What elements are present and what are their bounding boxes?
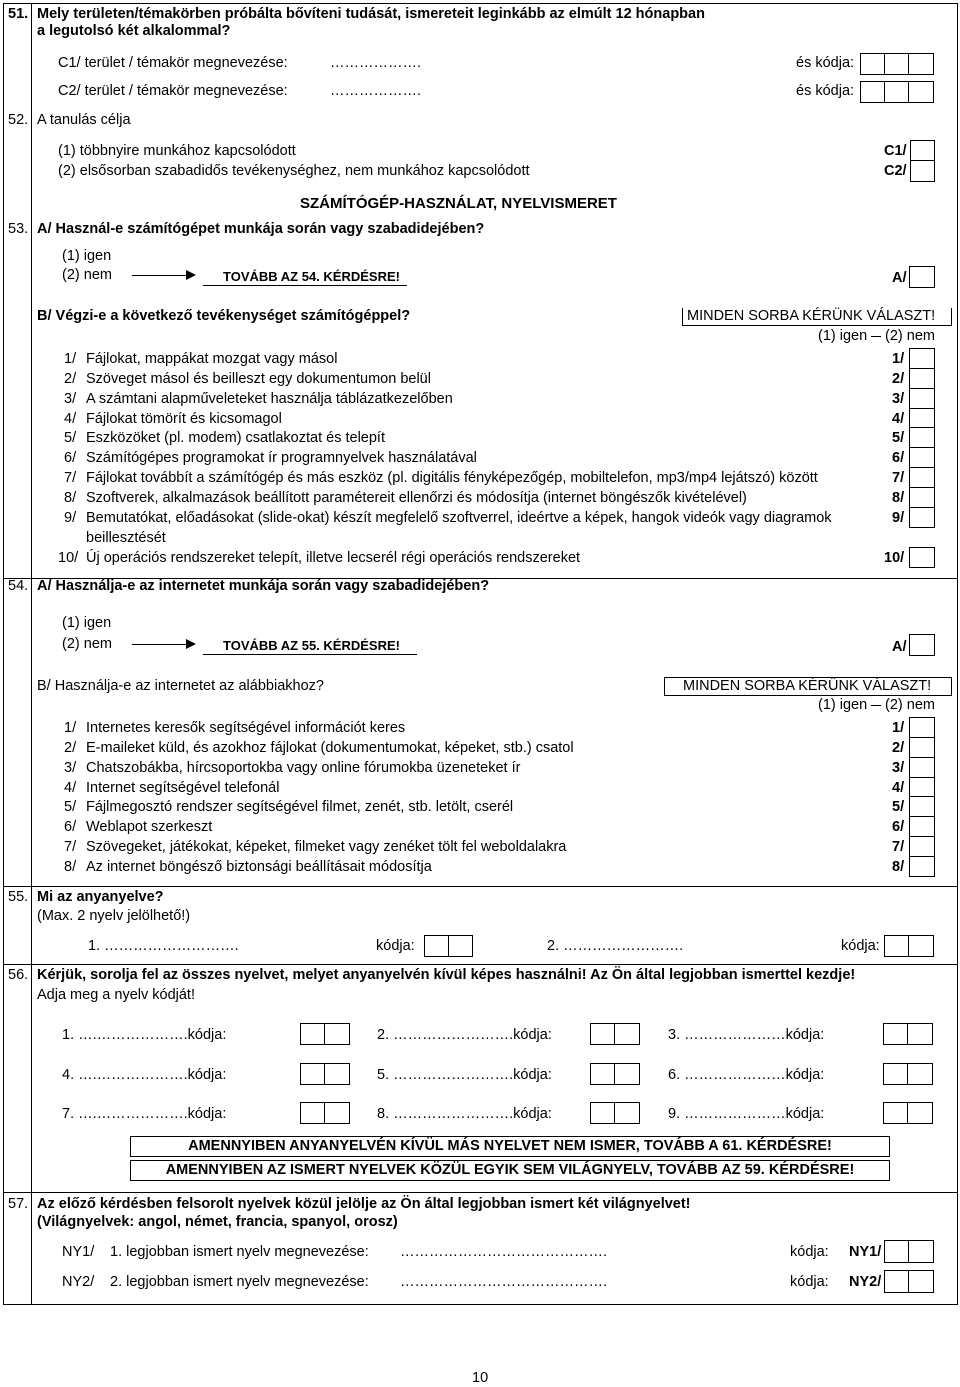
q56-title: Kérjük, sorolja fel az összes nyelvet, melyet anyanyelvén kívül képes használni! Az Ön által legjobban ismerttel kezdje!: [37, 967, 856, 983]
q53-scale-yes: (1) igen: [818, 328, 868, 344]
q53-item-text: Szoftverek, alkalmazások beállított paramétereit ellenőrzi és módosítja (internet böngészők kivételével): [86, 490, 747, 506]
q53-item-number: 6/: [64, 450, 77, 466]
q54-item-number: 2/: [64, 740, 77, 756]
q54-item-number: 4/: [64, 780, 77, 796]
q53-b-title: B/ Végzi-e a következő tevékenységet számítógéppel?: [37, 308, 411, 324]
q51-c2-label: C2/ terület / témakör megnevezése:: [58, 83, 288, 99]
q54-item-code: 2/: [892, 740, 905, 756]
q52-c1-box[interactable]: [910, 140, 935, 162]
q51-c2-dots: ……………….: [330, 83, 422, 99]
q56-language-entry: 3. …………………kódja:: [668, 1027, 825, 1043]
q57-title-line2: (Világnyelvek: angol, német, francia, spanyol, orosz): [37, 1214, 398, 1230]
q53-a-box[interactable]: [909, 266, 935, 288]
q53-a-yes: (1) igen: [62, 248, 112, 264]
q53-item-code: 10/: [884, 550, 905, 566]
q53-item-code: 5/: [892, 430, 905, 446]
q56-code-box[interactable]: [324, 1023, 350, 1045]
q53-item-number: 2/: [64, 371, 77, 387]
q56-code-box[interactable]: [614, 1102, 640, 1124]
q56-code-box[interactable]: [907, 1063, 933, 1085]
q52-c2-code: C2/: [884, 163, 907, 179]
q53-item-text: Fájlokat tömörít és kicsomagol: [86, 411, 282, 427]
q55-code-2-label: kódja:: [841, 938, 880, 954]
q53-item-answer-box[interactable]: [909, 547, 935, 568]
page-number: 10: [472, 1370, 489, 1386]
q54-item-text: Szövegeket, játékokat, képeket, filmeket vagy zenéket tölt fel weboldalakra: [86, 839, 567, 855]
q51-number: 51.: [8, 6, 29, 22]
q53-item-answer-box[interactable]: [909, 388, 935, 409]
q57-row1-code-label: kódja:: [790, 1244, 829, 1260]
q56-language-entry: 8. …………………….kódja:: [377, 1106, 552, 1122]
q53-a-label: A/: [892, 270, 907, 286]
q53-item-code: 7/: [892, 470, 905, 486]
q56-code-box[interactable]: [300, 1023, 325, 1045]
q54-item-code: 8/: [892, 859, 905, 875]
q57-number: 57.: [8, 1196, 29, 1212]
q54-item-text: Az internet böngésző biztonsági beállításait módosítja: [86, 859, 432, 875]
q51-title-line2: a legutolsó két alkalommal?: [37, 23, 231, 39]
divider-56: [3, 964, 958, 965]
q53-item-number: 4/: [64, 411, 77, 427]
q51-c1-code-label: és kódja:: [796, 55, 855, 71]
q54-item-answer-box[interactable]: [909, 737, 935, 758]
q56-code-box[interactable]: [590, 1023, 615, 1045]
q52-number: 52.: [8, 112, 29, 128]
q56-code-box[interactable]: [614, 1063, 640, 1085]
q55-language-2: 2. …………………….: [547, 938, 684, 954]
q54-item-text: Fájlmegosztó rendszer segítségével filmet, zenét, stb. letölt, cserél: [86, 799, 514, 815]
q53-item-answer-box[interactable]: [909, 348, 935, 369]
q53-a-title: A/ Használ-e számítógépet munkája során vagy szabadidejében?: [37, 221, 485, 237]
q54-item-text: Internetes keresők segítségével információt keres: [86, 720, 406, 736]
q57-row1-text: 1. legjobban ismert nyelv megnevezése:: [110, 1244, 369, 1260]
q53-scale-dash: [871, 336, 881, 337]
q53-item-text: A számtani alapműveleteket használja táblázatkezelőben: [86, 391, 453, 407]
q54-item-code: 6/: [892, 819, 905, 835]
q56-number: 56.: [8, 967, 29, 983]
q56-code-box[interactable]: [300, 1063, 325, 1085]
q57-row2-label: NY2/: [62, 1274, 95, 1290]
q53-item-number: 10/: [58, 550, 79, 566]
q54-item-text: Internet segítségével telefonál: [86, 780, 280, 796]
q57-row1-dots: …………………………………….: [400, 1244, 608, 1260]
q53-item-text: Fájlokat továbbít a számítógép és más eszköz (pl. digitális fényképezőgép, mobiltelefon, mp3/mp4 lejátszó) között: [86, 470, 818, 486]
divider-57: [3, 1192, 958, 1193]
q54-item-answer-box[interactable]: [909, 836, 935, 857]
q55-code-1-label: kódja:: [376, 938, 415, 954]
q54-item-number: 3/: [64, 760, 77, 776]
q52-option-1: (1) többnyire munkához kapcsolódott: [58, 143, 296, 159]
q53-item-answer-box[interactable]: [909, 408, 935, 429]
q56-code-box[interactable]: [300, 1102, 325, 1124]
q57-row2-box-1[interactable]: [884, 1270, 909, 1293]
q56-code-box[interactable]: [590, 1102, 615, 1124]
q51-c1-code-box-3[interactable]: [908, 53, 934, 75]
q54-item-answer-box[interactable]: [909, 796, 935, 817]
q51-c1-code-box-2[interactable]: [884, 53, 909, 75]
q53-item-code: 6/: [892, 450, 905, 466]
q53-skip-arrow-icon: [132, 275, 194, 276]
q54-item-text: Weblapot szerkeszt: [86, 819, 213, 835]
q53-item-text: Új operációs rendszereket telepít, illetve lecserél régi operációs rendszereket: [86, 550, 581, 566]
q54-item-answer-box[interactable]: [909, 816, 935, 837]
q53-item-answer-box[interactable]: [909, 467, 935, 488]
q57-row2-code-id: NY2/: [849, 1274, 882, 1290]
q51-c2-code-box-1[interactable]: [860, 81, 885, 103]
q56-subtitle: Adja meg a nyelv kódját!: [37, 987, 195, 1003]
q52-c2-box[interactable]: [910, 160, 935, 182]
q55-code-1-box-1[interactable]: [424, 935, 449, 957]
q54-number: 54.: [8, 578, 29, 594]
q54-item-answer-box[interactable]: [909, 856, 935, 877]
q51-c1-dots: ……………….: [330, 55, 422, 71]
q56-code-box[interactable]: [883, 1102, 908, 1124]
q53-item-code: 2/: [892, 371, 905, 387]
q55-code-2-box-2[interactable]: [908, 935, 934, 957]
number-column-divider: [31, 3, 32, 1305]
q54-item-number: 1/: [64, 720, 77, 736]
q57-title-line1: Az előző kérdésben felsorolt nyelvek közül jelölje az Ön által legjobban ismert két világnyelvet!: [37, 1196, 691, 1212]
q51-c2-code-box-3[interactable]: [908, 81, 934, 103]
q53-instruction: MINDEN SORBA KÉRÜNK VÁLASZT!: [682, 308, 952, 326]
q53-item-number: 7/: [64, 470, 77, 486]
q54-a-box[interactable]: [909, 634, 935, 656]
q53-item-code: 8/: [892, 490, 905, 506]
q54-scale-yes: (1) igen: [818, 697, 868, 713]
q54-skip-instruction: TOVÁBB AZ 55. KÉRDÉSRE!: [203, 637, 417, 655]
q54-item-number: 5/: [64, 799, 77, 815]
q56-skip-banner-1: AMENNYIBEN ANYANYELVÉN KÍVÜL MÁS NYELVET NEM ISMER, TOVÁBB A 61. KÉRDÉSRE!: [130, 1136, 890, 1157]
q53-item-text: Számítógépes programokat ír programnyelvek használatával: [86, 450, 477, 466]
q57-row2-dots: …………………………………….: [400, 1274, 608, 1290]
q56-code-box[interactable]: [324, 1102, 350, 1124]
q53-item-number: 1/: [64, 351, 77, 367]
q55-title: Mi az anyanyelve?: [37, 889, 164, 905]
q54-scale-no: (2) nem: [885, 697, 935, 713]
q54-item-number: 8/: [64, 859, 77, 875]
q53-item-text-cont: beillesztését: [86, 530, 166, 546]
q53-item-answer-box[interactable]: [909, 487, 935, 508]
q51-c2-code-label: és kódja:: [796, 83, 855, 99]
q56-language-entry: 9. …………………kódja:: [668, 1106, 825, 1122]
q57-row2-code-label: kódja:: [790, 1274, 829, 1290]
q53-item-number: 9/: [64, 510, 77, 526]
q54-a-yes: (1) igen: [62, 615, 112, 631]
q53-item-text: Szöveget másol és beilleszt egy dokumentumon belül: [86, 371, 431, 387]
q54-item-code: 3/: [892, 760, 905, 776]
q52-option-2: (2) elsősorban szabadidős tevékenységhez, nem munkához kapcsolódott: [58, 163, 530, 179]
q57-row1-code-id: NY1/: [849, 1244, 882, 1260]
divider-55: [3, 886, 958, 887]
q57-row1-box-1[interactable]: [884, 1240, 909, 1263]
q53-item-number: 5/: [64, 430, 77, 446]
q56-skip-banner-2: AMENNYIBEN AZ ISMERT NYELVEK KÖZÜL EGYIK SEM VILÁGNYELV, TOVÁBB AZ 59. KÉRDÉSRE!: [130, 1160, 890, 1181]
q56-language-entry: 7. ….……………….kódja:: [62, 1106, 227, 1122]
section-title: SZÁMÍTÓGÉP-HASZNÁLAT, NYELVISMERET: [300, 195, 617, 212]
q54-item-code: 1/: [892, 720, 905, 736]
q54-a-no: (2) nem: [62, 636, 112, 652]
q55-number: 55.: [8, 889, 29, 905]
q57-row1-box-2[interactable]: [908, 1240, 934, 1263]
q53-item-text: Eszközöket (pl. modem) csatlakoztat és telepít: [86, 430, 385, 446]
q56-code-box[interactable]: [590, 1063, 615, 1085]
q54-a-label: A/: [892, 639, 907, 655]
q54-skip-arrow-icon: [132, 644, 194, 645]
q55-subtitle: (Max. 2 nyelv jelölhető!): [37, 908, 191, 924]
q53-item-text: Bemutatókat, előadásokat (slide-okat) készít megfelelő szoftverrel, ideértve a képek, hangok videók vagy diagramok: [86, 510, 832, 526]
q53-item-answer-box[interactable]: [909, 447, 935, 468]
q53-item-code: 9/: [892, 510, 905, 526]
q54-item-number: 6/: [64, 819, 77, 835]
q54-item-answer-box[interactable]: [909, 757, 935, 778]
q54-instruction: MINDEN SORBA KÉRÜNK VÁLASZT!: [664, 677, 952, 696]
q52-c1-code: C1/: [884, 143, 907, 159]
q56-language-entry: 4. ….……………….kódja:: [62, 1067, 227, 1083]
q54-b-title: B/ Használja-e az internetet az alábbiakhoz?: [37, 678, 324, 694]
q56-code-box[interactable]: [883, 1063, 908, 1085]
q54-item-code: 4/: [892, 780, 905, 796]
q56-language-entry: 5. …………………….kódja:: [377, 1067, 552, 1083]
q55-code-1-box-2[interactable]: [448, 935, 473, 957]
q54-item-text: Chatszobákba, hírcsoportokba vagy online fórumokba üzeneteket ír: [86, 760, 521, 776]
q54-scale-dash: [871, 705, 881, 706]
q56-code-box[interactable]: [907, 1102, 933, 1124]
q51-c2-code-box-2[interactable]: [884, 81, 909, 103]
q51-c1-code-box-1[interactable]: [860, 53, 885, 75]
q53-item-answer-box[interactable]: [909, 507, 935, 528]
q56-language-entry: 1. ….……………….kódja:: [62, 1027, 227, 1043]
q53-number: 53.: [8, 221, 29, 237]
q55-code-2-box-1[interactable]: [884, 935, 909, 957]
q53-item-answer-box[interactable]: [909, 368, 935, 389]
q54-item-answer-box[interactable]: [909, 717, 935, 738]
q53-item-number: 3/: [64, 391, 77, 407]
q53-scale-no: (2) nem: [885, 328, 935, 344]
q56-code-box[interactable]: [324, 1063, 350, 1085]
q53-item-number: 8/: [64, 490, 77, 506]
q52-title: A tanulás célja: [37, 112, 131, 128]
q56-code-box[interactable]: [614, 1023, 640, 1045]
q53-item-code: 1/: [892, 351, 905, 367]
q54-item-code: 5/: [892, 799, 905, 815]
q54-item-code: 7/: [892, 839, 905, 855]
q53-item-text: Fájlokat, mappákat mozgat vagy másol: [86, 351, 338, 367]
q57-row1-label: NY1/: [62, 1244, 95, 1260]
q54-a-title: A/ Használja-e az internetet munkája során vagy szabadidejében?: [37, 578, 490, 594]
q57-row2-box-2[interactable]: [908, 1270, 934, 1293]
q53-item-answer-box[interactable]: [909, 427, 935, 448]
q54-item-answer-box[interactable]: [909, 777, 935, 798]
q53-item-code: 3/: [892, 391, 905, 407]
q53-skip-instruction: TOVÁBB AZ 54. KÉRDÉSRE!: [203, 268, 407, 286]
q56-code-box[interactable]: [883, 1023, 908, 1045]
q54-item-number: 7/: [64, 839, 77, 855]
q55-language-1: 1. ……………………….: [88, 938, 239, 954]
q53-item-code: 4/: [892, 411, 905, 427]
q51-c1-label: C1/ terület / témakör megnevezése:: [58, 55, 288, 71]
q56-language-entry: 6. …………………kódja:: [668, 1067, 825, 1083]
q54-item-text: E-maileket küld, és azokhoz fájlokat (dokumentumokat, képeket, stb.) csatol: [86, 740, 574, 756]
q56-code-box[interactable]: [907, 1023, 933, 1045]
q53-a-no: (2) nem: [62, 267, 112, 283]
q57-row2-text: 2. legjobban ismert nyelv megnevezése:: [110, 1274, 369, 1290]
q51-title-line1: Mely területen/témakörben próbálta bővíteni tudását, ismereteit leginkább az elmúlt 12 hónapban: [37, 6, 705, 22]
q56-language-entry: 2. …………………….kódja:: [377, 1027, 552, 1043]
